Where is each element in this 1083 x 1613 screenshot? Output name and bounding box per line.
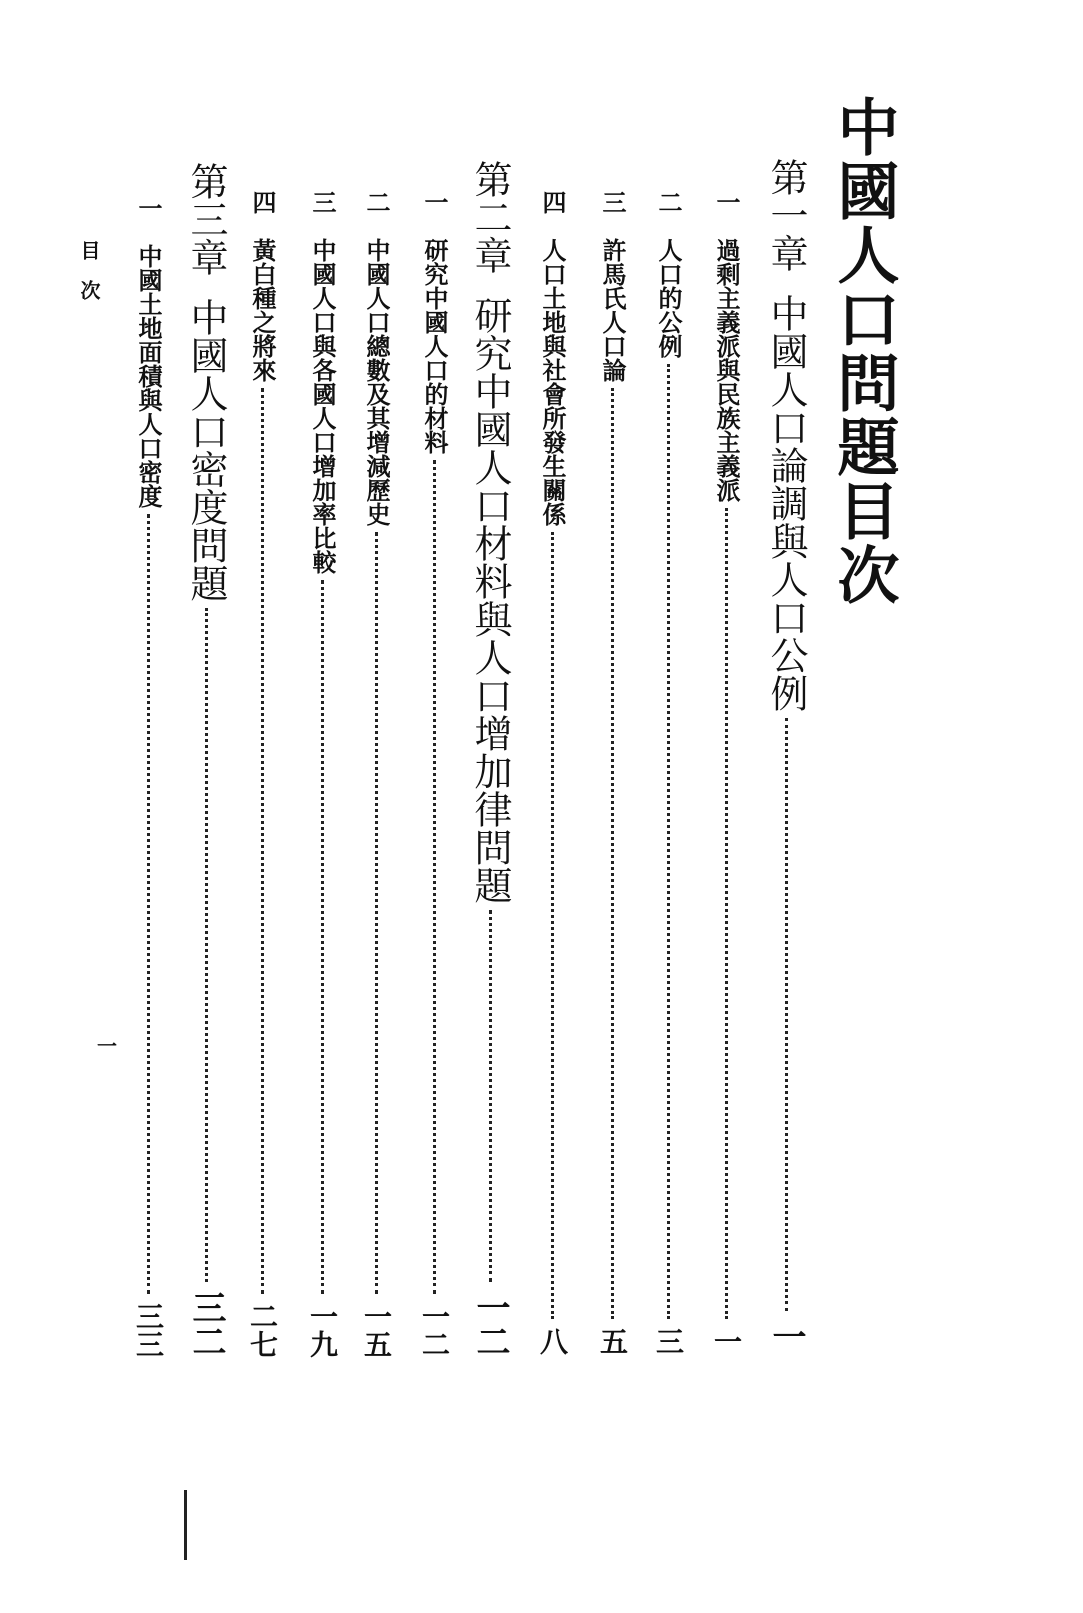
page-number: 一九 bbox=[306, 1302, 339, 1358]
section-number: 一 bbox=[420, 190, 449, 214]
toc-section-2-3[interactable] bbox=[292, 190, 352, 1358]
section-title: 過剩主義派與民族主義派 bbox=[712, 238, 741, 502]
page-number: 一五 bbox=[360, 1302, 393, 1358]
running-head-text: 目 次 bbox=[77, 240, 101, 300]
page-number: 三三 bbox=[132, 1302, 165, 1358]
page-number: 一二 bbox=[470, 1290, 510, 1358]
dot-leader bbox=[433, 460, 436, 1294]
page-number: 三 bbox=[652, 1327, 685, 1355]
page-number: 二七 bbox=[246, 1302, 279, 1358]
chapter-title: 中國人口密度問題 bbox=[184, 298, 228, 602]
section-title: 中國人口總數及其增減歷史 bbox=[362, 238, 391, 526]
toc-chapter-3[interactable] bbox=[176, 162, 236, 1358]
section-number: 一 bbox=[134, 196, 163, 220]
folio-text: 一 bbox=[97, 1033, 117, 1058]
toc-section-1-4[interactable] bbox=[522, 190, 582, 1355]
page-number: 一二 bbox=[418, 1302, 451, 1358]
toc-section-2-1[interactable] bbox=[404, 190, 464, 1358]
dot-leader bbox=[375, 532, 378, 1294]
page-number: 一 bbox=[710, 1327, 743, 1355]
section-number: 四 bbox=[248, 190, 277, 214]
section-title: 人口的公例 bbox=[654, 238, 683, 358]
toc-section-1-2[interactable] bbox=[638, 190, 698, 1355]
section-title: 中國人口與各國人口增加率比較 bbox=[308, 238, 337, 574]
chapter-title: 研究中國人口材料與人口增加律問題 bbox=[468, 296, 512, 904]
chapter-title: 中國人口論調與人口公例 bbox=[764, 294, 808, 712]
page-folio bbox=[92, 1033, 122, 1058]
dot-leader bbox=[785, 718, 788, 1311]
page-title bbox=[828, 95, 898, 607]
section-title: 研究中國人口的材料 bbox=[420, 238, 449, 454]
section-number: 二 bbox=[654, 190, 683, 214]
page-number: 三二 bbox=[186, 1290, 226, 1358]
section-title: 人口土地與社會所發生關係 bbox=[538, 238, 567, 526]
toc-section-1-1[interactable] bbox=[696, 190, 756, 1355]
section-number: 三 bbox=[598, 190, 627, 214]
dot-leader bbox=[725, 508, 728, 1319]
section-title: 黃白種之將來 bbox=[248, 238, 277, 382]
section-number: 三 bbox=[308, 190, 337, 214]
dot-leader bbox=[489, 910, 492, 1282]
dot-leader bbox=[205, 608, 208, 1282]
page-title-text: 中國人口問題目次 bbox=[827, 95, 900, 607]
toc-chapter-1[interactable] bbox=[756, 158, 816, 1353]
toc-section-2-4[interactable] bbox=[232, 190, 292, 1358]
page-number: 一 bbox=[766, 1319, 806, 1353]
chapter-label: 第三章 bbox=[184, 162, 228, 276]
section-number: 二 bbox=[362, 190, 391, 214]
page-number: 八 bbox=[536, 1327, 569, 1355]
section-number: 一 bbox=[712, 190, 741, 214]
dot-leader bbox=[321, 580, 324, 1294]
running-head bbox=[74, 240, 104, 300]
chapter-label: 第二章 bbox=[468, 160, 512, 274]
page-number: 五 bbox=[596, 1327, 629, 1355]
toc-chapter-2[interactable] bbox=[460, 160, 520, 1358]
dot-leader bbox=[667, 364, 670, 1319]
toc-section-2-2[interactable] bbox=[346, 190, 406, 1358]
dot-leader bbox=[611, 388, 614, 1319]
section-number: 四 bbox=[538, 190, 567, 214]
toc-section-1-3[interactable] bbox=[582, 190, 642, 1355]
dot-leader bbox=[147, 514, 150, 1294]
toc-section-3-1[interactable] bbox=[118, 196, 178, 1358]
dot-leader bbox=[261, 388, 264, 1294]
print-mark bbox=[184, 1490, 187, 1560]
dot-leader bbox=[551, 532, 554, 1319]
section-title: 中國土地面積與人口密度 bbox=[134, 244, 163, 508]
section-title: 許馬氏人口論 bbox=[598, 238, 627, 382]
chapter-label: 第一章 bbox=[764, 158, 808, 272]
